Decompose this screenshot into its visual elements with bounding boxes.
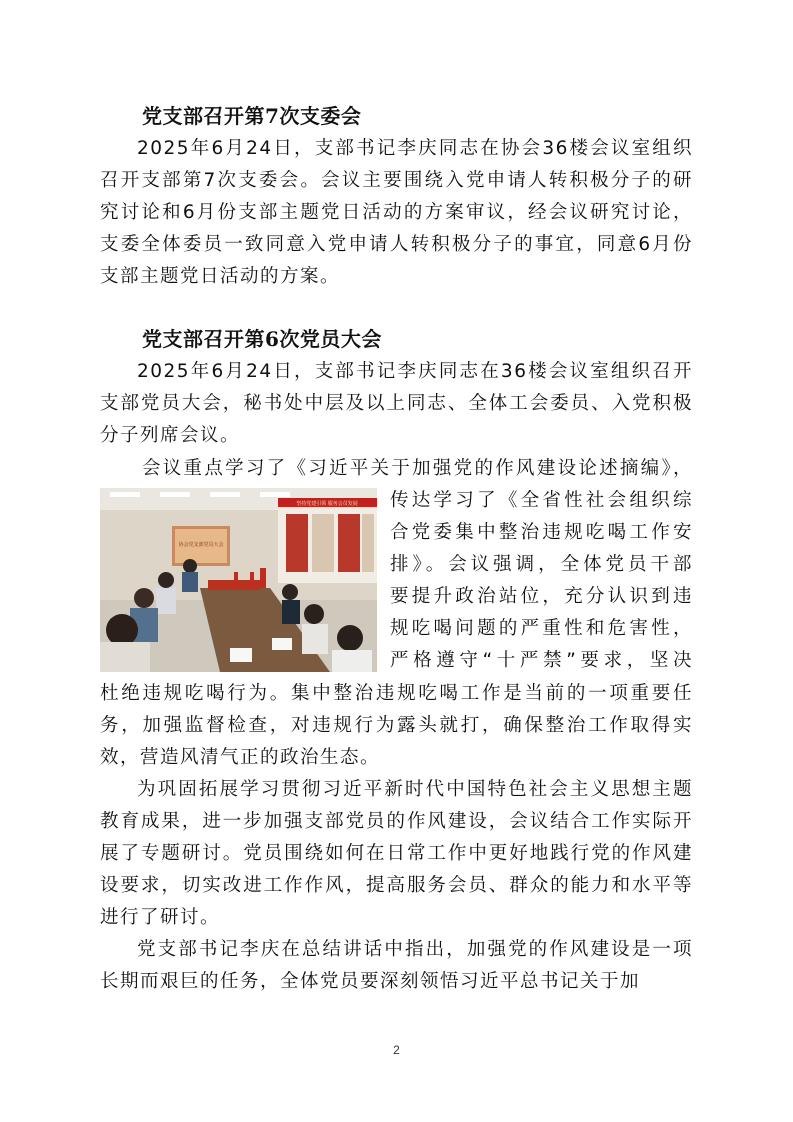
paragraph-discussion: 为巩固拓展学习贯彻习近平新时代中国特色社会主义思想主题教育成果，进一步加强支部党员的作风建设，会议结合工作实际开展了专题研讨。党员围绕如何在日常工作中更好地践行党的作风建设要求，切实改进工作作风，提高服务会员、群众的能力和水平等进行了研讨。	[100, 779, 693, 928]
page-number: 2	[393, 1043, 400, 1057]
paragraph-committee: 2025年6月24日，支部书记李庆同志在协会36楼会议室组织召开支部第7次支委会。会议主要围绕入党申请人转积极分子的研究讨论和6月份支部主题党日活动的方案审议，经会议研究讨论，支委全体委员一致同意入党申请人转积极分子的事宜，同意6月份支部主题党日活动的方案。	[100, 138, 693, 287]
text-line: 合党委集中整治违规吃喝工作安	[390, 522, 693, 543]
meeting-photo	[100, 488, 377, 672]
text-line: 规吃喝问题的严重性和危害性，	[390, 618, 693, 639]
text-line: 传达学习了《全省性社会组织综	[390, 490, 693, 511]
section-heading-assembly: 党支部召开第6次党员大会	[142, 327, 382, 351]
paragraph-summary: 党支部书记李庆在总结讲话中指出，加强党的作风建设是一项长期而艰巨的任务，全体党员要深刻领悟习近平总书记关于加	[100, 939, 693, 992]
wall-banner-text: 坚持党建引领 服务会员发展	[296, 501, 358, 507]
section-heading-committee: 党支部召开第7次支委会	[142, 104, 362, 128]
paragraph-study-continued: 杜绝违规吃喝行为。集中整治违规吃喝工作是当前的一项重要任务，加强监督检查，对违规行为露头就打，确保整治工作取得实效，营造风清气正的政治生态。	[100, 683, 693, 768]
text-line: 要提升政治站位，充分认识到违	[390, 586, 693, 607]
text-line: 排》。会议强调，全体党员干部	[390, 554, 693, 575]
text-line: 会议重点学习了《习近平关于加强党的作风建设论述摘编》，	[142, 458, 693, 479]
text-line: 严格遵守“十严禁”要求，坚决	[390, 650, 693, 671]
paragraph-assembly-intro: 2025年6月24日，支部书记李庆同志在36楼会议室组织召开支部党员大会，秘书处中层及以上同志、全体工会委员、入党积极分子列席会议。	[100, 361, 693, 446]
projector-screen-text: 协会党支部党员大会	[178, 542, 224, 548]
